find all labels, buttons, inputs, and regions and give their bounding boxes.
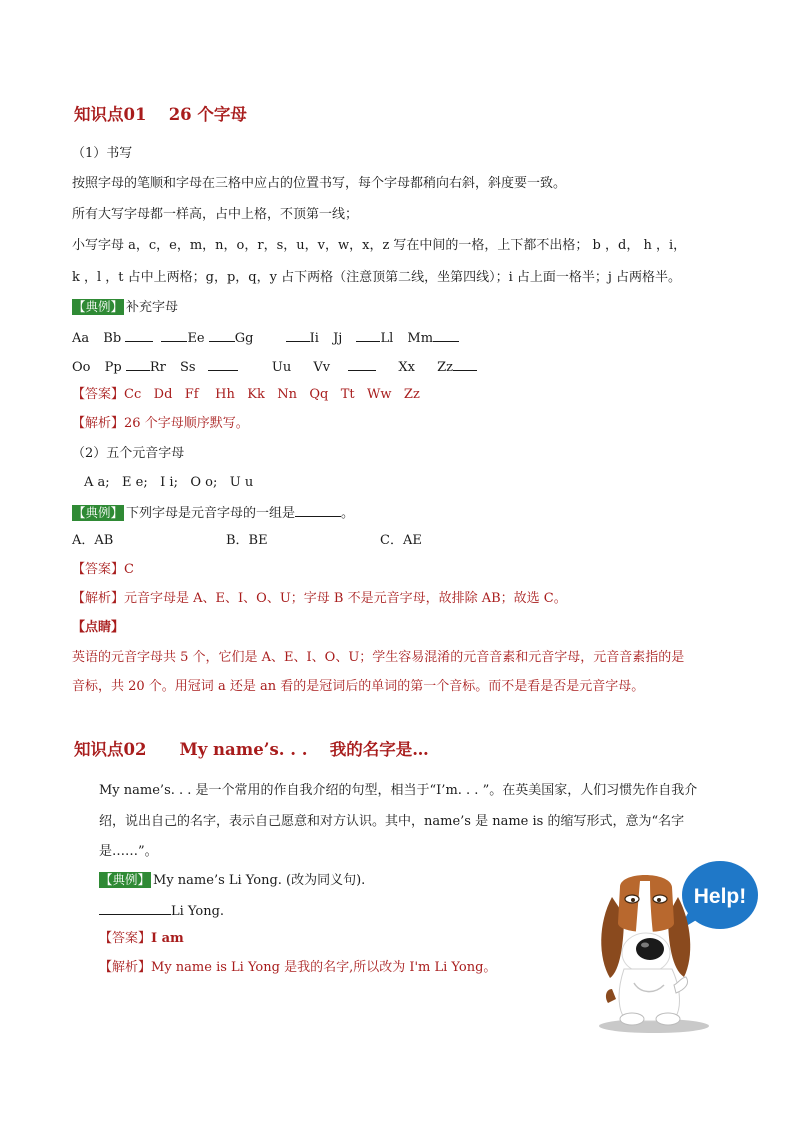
blank-line[interactable] xyxy=(286,328,310,342)
answer-text: C xyxy=(124,562,134,577)
analysis-line xyxy=(99,959,496,977)
example-line xyxy=(72,503,354,523)
paragraph: k ，l ，t 占中上两格；g，p，q，y 占下两格（注意顶第二线，坐第四线）；i 占上面一格半；j 占两格半。 xyxy=(72,270,682,285)
paragraph: 小写字母 a，c，e，m，n，o，r，s，u，v，w，x，z 写在中间的一格，上下都不出格； b ，d， h ，i， xyxy=(72,238,687,253)
blank-line[interactable] xyxy=(295,503,341,517)
answer-label: 【答案】 xyxy=(72,387,125,402)
help-dog-illustration xyxy=(594,853,764,1033)
blank-line[interactable] xyxy=(356,328,380,342)
analysis-line xyxy=(72,415,249,433)
tip-text: 英语的元音字母共 5 个，它们是 A、E、I、O、U；学生容易混淆的元音音素和元音字母，元音音素指的是 xyxy=(72,650,685,665)
letter: Xx xyxy=(398,360,415,375)
answer-label: 【答案】 xyxy=(72,562,125,577)
letter: Rr xyxy=(149,360,166,375)
blank-line[interactable] xyxy=(209,328,235,342)
example-end: 。 xyxy=(341,506,355,521)
letter: Ii xyxy=(309,331,319,346)
blank-line[interactable] xyxy=(161,328,187,342)
analysis-text: My name is Li Yong 是我的名字,所以改为 I'm Li Yong。 xyxy=(151,960,497,975)
answer-line xyxy=(72,386,420,404)
blank-line[interactable] xyxy=(126,357,150,371)
answer-line xyxy=(72,561,134,579)
example-text: My name’s Li Yong. (改为同义句). xyxy=(153,873,366,888)
fill-text: Li Yong. xyxy=(171,904,225,919)
analysis-label: 【解析】 xyxy=(72,416,125,431)
letter: Pp xyxy=(104,360,122,375)
tip-text: 音标，共 20 个。用冠词 a 还是 an 看的是冠词后的单词的第一个音标。而不是看是否是元音字母。 xyxy=(72,679,645,694)
fill-line xyxy=(99,901,224,921)
blank-line[interactable] xyxy=(125,328,153,342)
paragraph: 是……”。 xyxy=(99,844,158,859)
letter-row-2 xyxy=(72,357,477,377)
letter: Gg xyxy=(234,331,254,346)
paragraph: 所有大写字母都一样高，占中上格，不顶第一线； xyxy=(72,207,359,222)
blank-line[interactable] xyxy=(453,357,477,371)
analysis-text: 26 个字母顺序默写。 xyxy=(124,416,249,431)
example-line xyxy=(72,299,178,317)
section-title-1: 知识点01 26 个字母 xyxy=(74,105,247,124)
letter: Jj xyxy=(333,331,343,346)
letter: Ee xyxy=(187,331,205,346)
blank-line[interactable] xyxy=(348,357,376,371)
option-c[interactable]: C．AE xyxy=(380,533,422,548)
letter: Ss xyxy=(180,360,196,375)
letter: Bb xyxy=(103,331,122,346)
example-line xyxy=(99,872,365,890)
letter: Oo xyxy=(72,360,91,375)
paragraph: My name’s. . . 是一个常用的作自我介绍的句型，相当于“I’m. . . ”。在英美国家，人们习惯先作自我介 xyxy=(99,783,698,798)
letter: Vv xyxy=(313,360,331,375)
letter: Mm xyxy=(407,331,434,346)
example-tag: 【典例】 xyxy=(73,505,124,520)
answer-label: 【答案】 xyxy=(99,931,152,946)
blank-line[interactable] xyxy=(208,357,238,371)
example-text: 补充字母 xyxy=(126,300,179,315)
blank-line[interactable] xyxy=(99,901,171,915)
letter: Ll xyxy=(380,331,394,346)
analysis-label: 【解析】 xyxy=(72,591,125,606)
vowel-list: A a; E e; I i; O o; U u xyxy=(84,475,254,490)
paragraph: 按照字母的笔顺和字母在三格中应占的位置书写，每个字母都稍向右斜，斜度要一致。 xyxy=(72,176,567,191)
option-a[interactable]: A．AB xyxy=(72,533,114,548)
answer-text: I am xyxy=(151,931,184,946)
section-title-2: 知识点02 My name’s. . . 我的名字是… xyxy=(74,740,429,759)
help-text: Help! xyxy=(693,885,747,908)
example-tag: 【典例】 xyxy=(73,299,124,314)
paragraph: 绍，说出自己的名字，表示自己愿意和对方认识。其中，name’s 是 name is 的缩写形式，意为“名字 xyxy=(99,814,685,829)
subheading-writing: （1）书写 xyxy=(72,146,133,161)
letter-row-1 xyxy=(72,328,459,348)
blank-line[interactable] xyxy=(433,328,459,342)
analysis-line xyxy=(72,590,567,608)
answer-text: Cc Dd Ff Hh Kk Nn Qq Tt Ww Zz xyxy=(124,387,420,402)
subheading-vowels: （2）五个元音字母 xyxy=(72,446,185,461)
option-b[interactable]: B．BE xyxy=(226,533,268,548)
analysis-text: 元音字母是 A、E、I、O、U；字母 B 不是元音字母，故排除 AB；故选 C。 xyxy=(124,591,567,606)
example-text: 下列字母是元音字母的一组是 xyxy=(126,506,296,521)
letter: Uu xyxy=(271,360,292,375)
example-tag: 【典例】 xyxy=(100,872,151,887)
answer-line xyxy=(99,930,184,948)
letter: Aa xyxy=(72,331,90,346)
analysis-label: 【解析】 xyxy=(99,960,152,975)
letter: Zz xyxy=(437,360,453,375)
tip-label: 【点睛】 xyxy=(72,620,125,635)
